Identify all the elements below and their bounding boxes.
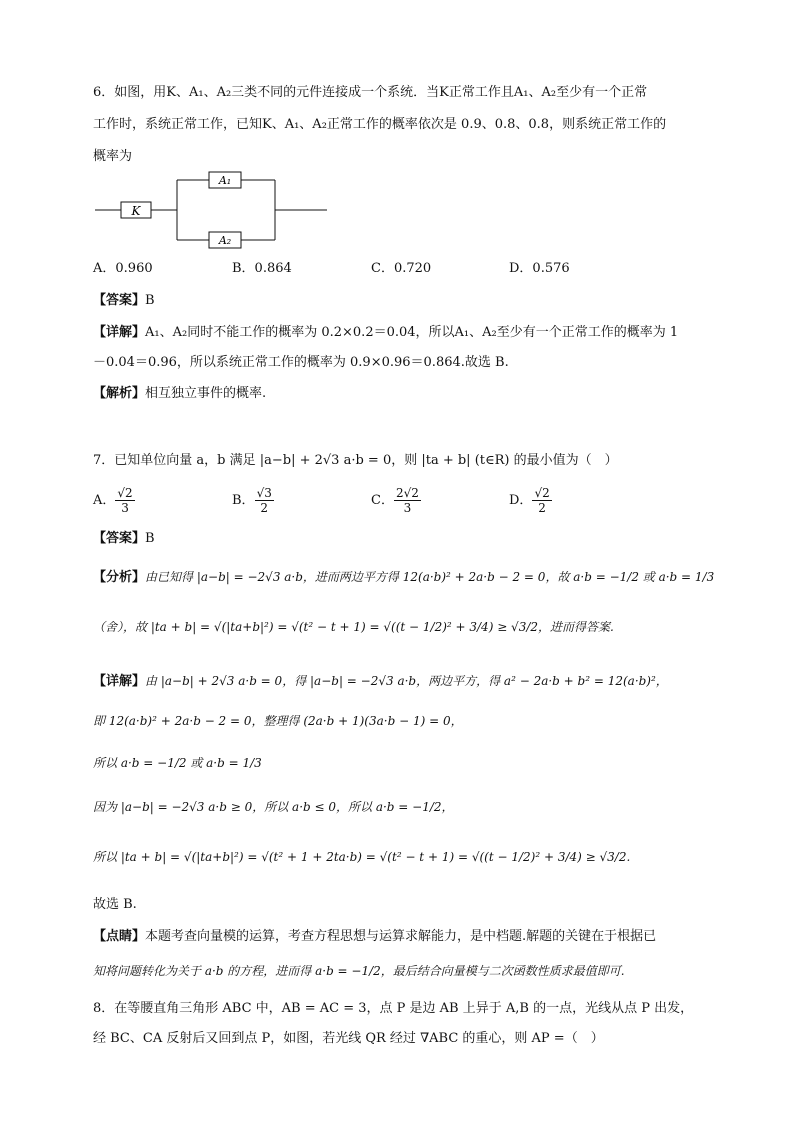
detail-text: 所以 |ta + b| = √(|ta+b|²) = √(t² + 1 + 2ta·b) = √(t² − t + 1) = √((t − 1/2)² + 3/4) ≥ √3/2. xyxy=(93,850,631,864)
option-fraction xyxy=(394,486,421,515)
fraction-denominator: 2 xyxy=(260,501,269,515)
detail-text: 因为 |a−b| = −2√3 a·b ≥ 0，所以 a·b ≤ 0，所以 a·b = −1/2， xyxy=(93,800,454,814)
q8-stem-line-2: 经 BC、CA 反射后又回到点 P，如图，若光线 QR 经过 ∇ABC 的重心，则 AP =（ ） xyxy=(93,1031,604,1046)
fenxi-text: （舍），故 |ta + b| = √(|ta+b|²) = √(t² − t + 1) = √((t − 1/2)² + 3/4) ≥ √3/2，进而得答案. xyxy=(93,620,614,634)
answer-value: B xyxy=(145,293,155,308)
fraction-denominator: 3 xyxy=(403,501,412,515)
q6-detail-line-2: －0.04＝0.96，所以系统正常工作的概率为 0.9×0.96＝0.864.故选 B. xyxy=(93,355,509,370)
detail-text: 由 |a−b| + 2√3 a·b = 0，得 |a−b| = −2√3 a·b，两边平方，得 a² − 2a·b + b² = 12(a·b)²， xyxy=(145,674,668,688)
answer-tag: 【答案】 xyxy=(93,293,146,308)
component-a1-label: A₁ xyxy=(218,174,232,187)
q7-detail-line-5 xyxy=(93,848,630,867)
option-fraction xyxy=(255,486,274,515)
analysis-text: 相互独立事件的概率. xyxy=(145,386,267,401)
q7-detail-line-3 xyxy=(93,754,262,773)
fraction-numerator: √2 xyxy=(534,486,550,500)
q7-answer xyxy=(93,530,155,548)
option-fraction xyxy=(115,486,134,515)
detail-tag: 【详解】 xyxy=(93,674,146,689)
q7-detail-line-6: 故选 B. xyxy=(93,897,137,912)
fraction-denominator: 3 xyxy=(121,501,129,515)
q6-analysis xyxy=(93,385,266,403)
dianjing-text: 知将问题转化为关于 a·b 的方程，进而得 a·b = −1/2，最后结合向量模与二次函数性质求最值即可. xyxy=(93,964,625,978)
answer-value: B xyxy=(145,531,155,546)
q6-option-a: A．0.960 xyxy=(93,261,153,276)
q7-stem: 7．已知单位向量 a，b 满足 |a−b| + 2√3 a·b = 0，则 |ta + b| (t∈R) 的最小值为（ ） xyxy=(93,453,618,468)
option-label: D． xyxy=(509,493,533,508)
fraction-denominator: 2 xyxy=(538,501,546,515)
q7-option-d xyxy=(509,486,552,515)
fenxi-text: 由已知得 |a−b| = −2√3 a·b，进而两边平方得 12(a·b)² + 2a·b − 2 = 0，故 a·b = −1/2 或 a·b = 1/3 xyxy=(145,570,715,584)
q7-dianjing-line-1 xyxy=(93,928,656,946)
dianjing-text: 本题考查向量模的运算，考查方程思想与运算求解能力，是中档题.解题的关键在于根据已 xyxy=(145,929,657,944)
q6-option-b: B．0.864 xyxy=(232,261,292,276)
detail-text: A₁、A₂同时不能工作的概率为 0.2×0.2＝0.04，所以A₁、A₂至少有一个正常工作的概率为 1 xyxy=(145,325,679,340)
q7-option-c xyxy=(371,486,421,515)
q7-detail-line-2 xyxy=(93,712,463,731)
q7-option-a xyxy=(93,486,135,515)
dianjing-tag: 【点睛】 xyxy=(93,929,146,944)
fraction-numerator: √2 xyxy=(117,486,133,500)
option-label: B． xyxy=(232,493,255,508)
option-label: C． xyxy=(371,493,394,508)
circuit-diagram xyxy=(93,168,333,250)
q6-stem-line-3: 概率为 xyxy=(93,149,133,164)
answer-tag: 【答案】 xyxy=(93,531,146,546)
q7-detail-line-4 xyxy=(93,798,454,817)
detail-text: 所以 a·b = −1/2 或 a·b = 1/3 xyxy=(93,756,262,770)
q7-option-b xyxy=(232,486,274,515)
q7-dianjing-line-2 xyxy=(93,962,625,981)
q8-stem-line-1: 8．在等腰直角三角形 ABC 中，AB = AC = 3，点 P 是边 AB 上异于 A,B 的一点，光线从点 P 出发， xyxy=(93,1001,694,1016)
q7-fenxi-line-2 xyxy=(93,618,614,637)
analysis-tag: 【解析】 xyxy=(93,386,146,401)
q7-detail-line-1 xyxy=(93,672,668,691)
option-label: A． xyxy=(93,493,116,508)
q6-stem-line-1: 6．如图，用K、A₁、A₂三类不同的元件连接成一个系统．当K正常工作且A₁、A₂至少有一个正常 xyxy=(93,85,648,100)
q6-answer xyxy=(93,292,155,310)
detail-tag: 【详解】 xyxy=(93,325,146,340)
q6-stem-line-2: 工作时，系统正常工作，已知K、A₁、A₂正常工作的概率依次是 0.9、0.8、0.8，则系统正常工作的 xyxy=(93,117,667,132)
fenxi-tag: 【分析】 xyxy=(93,570,146,585)
component-a2-label: A₂ xyxy=(218,234,232,247)
fraction-numerator: √3 xyxy=(256,486,272,500)
option-fraction xyxy=(532,486,551,515)
component-k-label: K xyxy=(131,204,141,218)
q6-option-c: C．0.720 xyxy=(371,261,432,276)
detail-text: 即 12(a·b)² + 2a·b − 2 = 0，整理得 (2a·b + 1)(3a·b − 1) = 0， xyxy=(93,714,463,728)
q7-fenxi-line-1 xyxy=(93,568,714,587)
fraction-numerator: 2√2 xyxy=(395,486,419,500)
q6-detail-line-1 xyxy=(93,324,678,342)
q6-option-d: D．0.576 xyxy=(509,261,570,276)
